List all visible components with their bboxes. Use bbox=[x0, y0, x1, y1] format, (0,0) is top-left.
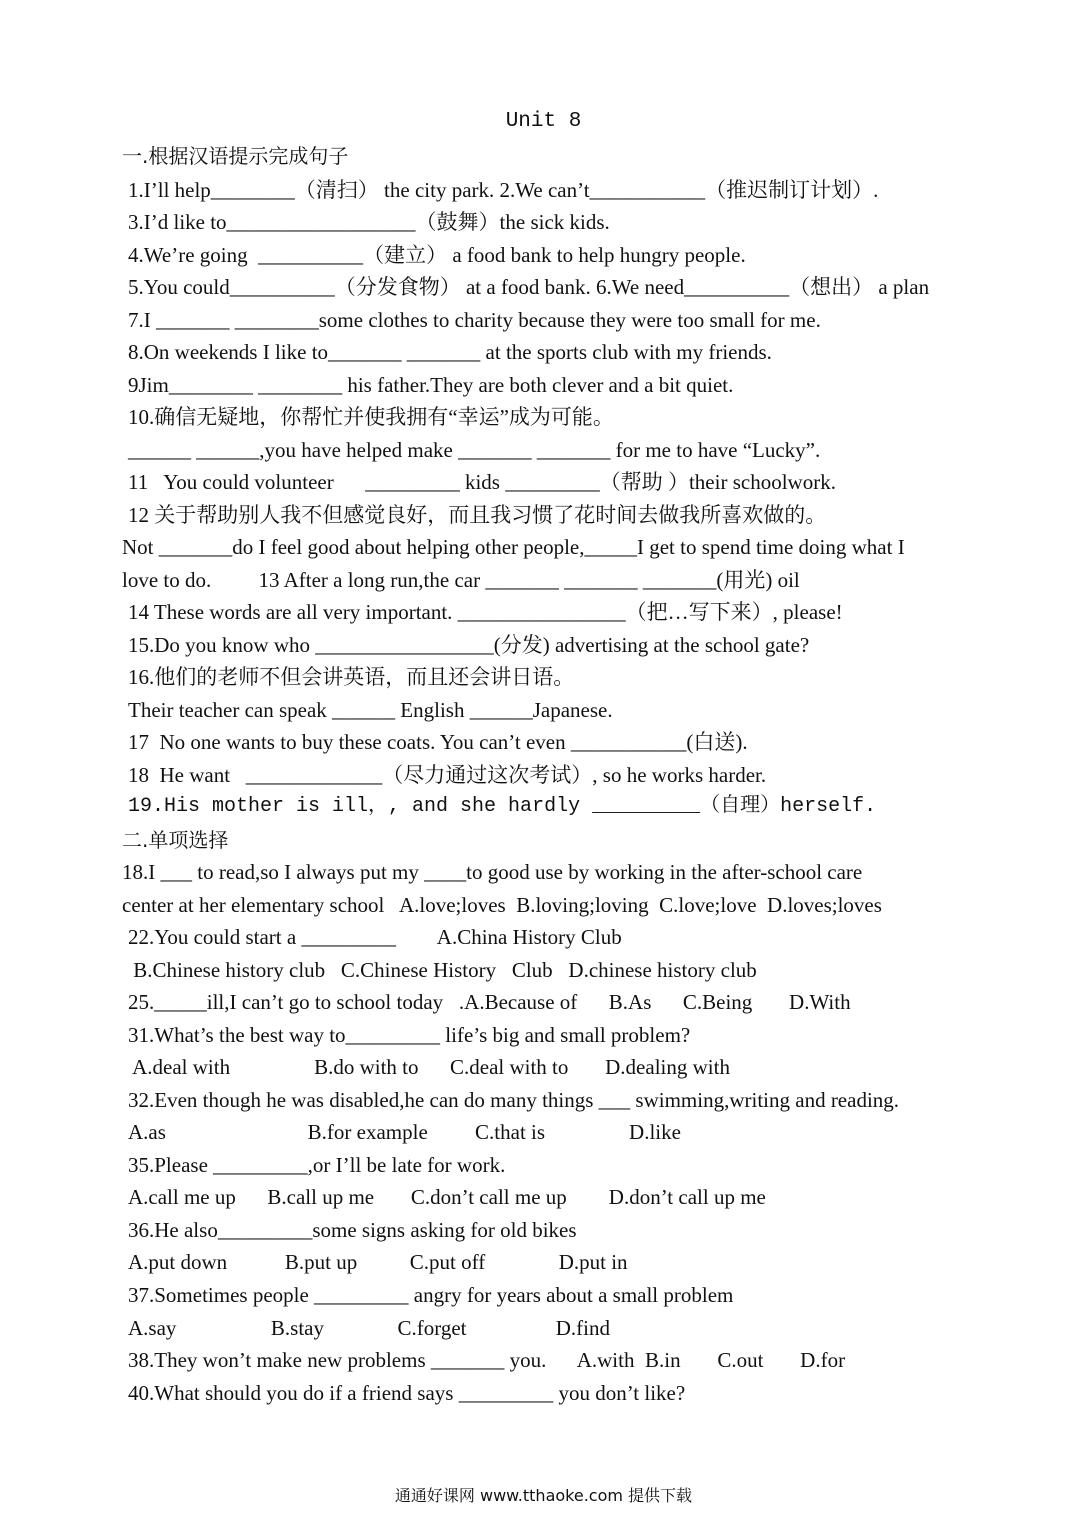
question-line: B.Chinese history club C.Chinese History Club D.chinese history club bbox=[128, 958, 757, 982]
exercise-line: 7.I _______ ________some clothes to charity because they were too small for me. bbox=[128, 308, 821, 332]
question-line: 35.Please _________,or I’ll be late for work. bbox=[128, 1153, 506, 1177]
question-line: 40.What should you do if a friend says _________ you don’t like? bbox=[128, 1381, 686, 1405]
question-line: 32.Even though he was disabled,he can do many things ___ swimming,writing and reading. bbox=[128, 1088, 900, 1112]
exercise-line: 3.I’d like to__________________（鼓舞）the sick kids. bbox=[128, 210, 610, 234]
question-line: A.say B.stay C.forget D.find bbox=[128, 1316, 611, 1340]
section-heading: 一.根据汉语提示完成句子 bbox=[122, 144, 349, 168]
exercise-line: 9Jim________ ________ his father.They are both clever and a bit quiet. bbox=[128, 373, 734, 397]
question-line: 22.You could start a _________ A.China History Club bbox=[128, 925, 622, 949]
question-line: A.put down B.put up C.put off D.put in bbox=[128, 1250, 628, 1274]
question-line: A.deal with B.do with to C.deal with to D.dealing with bbox=[128, 1055, 730, 1079]
question-line: 37.Sometimes people _________ angry for years about a small problem bbox=[128, 1283, 734, 1307]
page-title: Unit 8 bbox=[505, 110, 582, 133]
exercise-line: Not _______do I feel good about helping other people,_____I get to spend time doing what I bbox=[122, 535, 905, 559]
exercise-line: 17 No one wants to buy these coats. You can’t even ___________(白送). bbox=[128, 730, 748, 754]
question-line: 38.They won’t make new problems _______ you. A.with B.in C.out D.for bbox=[128, 1348, 846, 1372]
exercise-line: ______ ______,you have helped make _______ _______ for me to have “Lucky”. bbox=[128, 438, 821, 462]
exercise-line: 4.We’re going __________（建立） a food bank to help hungry people. bbox=[128, 243, 746, 267]
exercise-line: Their teacher can speak ______ English ______Japanese. bbox=[128, 698, 613, 722]
question-line: 31.What’s the best way to_________ life’s big and small problem? bbox=[128, 1023, 691, 1047]
exercise-line: 19.His mother is ill，, and she hardly _________（自理）herself. bbox=[128, 795, 877, 818]
question-line: A.call me up B.call up me C.don’t call me up D.don’t call up me bbox=[128, 1185, 766, 1209]
exercise-line: 10.确信无疑地，你帮忙并使我拥有“幸运”成为可能。 bbox=[128, 405, 614, 429]
footer-text: 通通好课网 www.tthaoke.com 提供下载 bbox=[394, 1486, 693, 1505]
exercise-line: 16.他们的老师不但会讲英语，而且还会讲日语。 bbox=[128, 665, 575, 689]
question-line: 18.I ___ to read,so I always put my ____to good use by working in the after-school care bbox=[122, 860, 863, 884]
question-line: A.as B.for example C.that is D.like bbox=[128, 1120, 681, 1144]
exercise-line: 11 You could volunteer _________ kids _________（帮助 ）their schoolwork. bbox=[128, 470, 836, 494]
exercise-line: 15.Do you know who _________________(分发) advertising at the school gate? bbox=[128, 633, 810, 657]
question-line: 36.He also_________some signs asking for old bikes bbox=[128, 1218, 577, 1242]
question-line: center at her elementary school A.love;loves B.loving;loving C.love;love D.loves;loves bbox=[122, 893, 882, 917]
section-heading: 二.单项选择 bbox=[122, 828, 229, 852]
exercise-line: love to do. 13 After a long run,the car _______ _______ _______(用光) oil bbox=[122, 568, 800, 592]
question-line: 25._____ill,I can’t go to school today .A.Because of B.As C.Being D.With bbox=[128, 990, 851, 1014]
exercise-line: 14 These words are all very important. ________________（把…写下来）, please! bbox=[128, 600, 843, 624]
exercise-line: 12 关于帮助别人我不但感觉良好，而且我习惯了花时间去做我所喜欢做的。 bbox=[128, 503, 827, 527]
exercise-line: 18 He want _____________（尽力通过这次考试）, so he works harder. bbox=[128, 763, 767, 787]
exercise-line: 5.You could__________（分发食物） at a food bank. 6.We need__________（想出） a plan bbox=[128, 275, 930, 299]
exercise-line: 8.On weekends I like to_______ _______ at the sports club with my friends. bbox=[128, 340, 772, 364]
exercise-line: 1.I’ll help________（清扫） the city park. 2.We can’t___________（推迟制订计划）. bbox=[128, 178, 879, 202]
